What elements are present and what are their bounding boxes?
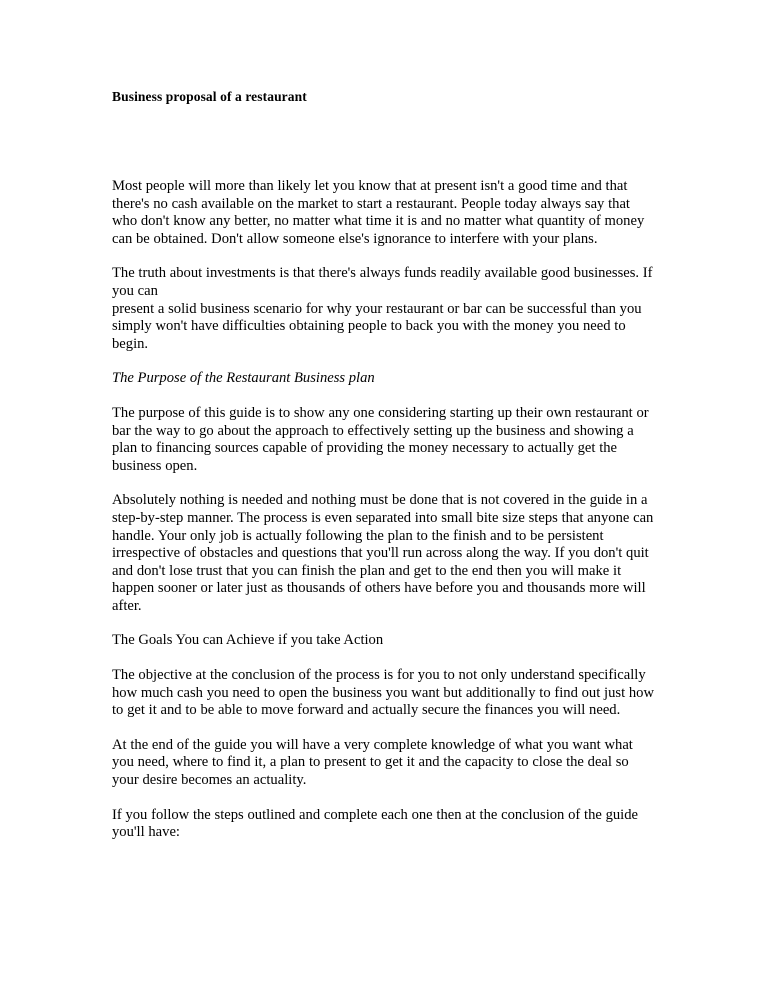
document-body [112,88,658,842]
paragraph-purpose: The purpose of this guide is to show any one considering starting up their own restaurant or bar the way to go about the approach to effectively setting up the business and showing a plan to financing sources capable of providing the money necessary to actually get the business open. [112,404,649,474]
paragraph-end-of-guide: At the end of the guide you will have a very complete knowledge of what you want what you need, where to find it, a plan to present to get it and the capacity to close the deal so your desire becomes an actuality. [112,736,633,789]
paragraph-investments-line2: present a solid business scenario for why your restaurant or bar can be successful than you simply won't have difficulties obtaining people to back you with the money you need to begin. [112,300,642,352]
section-heading-purpose: The Purpose of the Restaurant Business plan [112,370,375,387]
paragraph-follow-steps: If you follow the steps outlined and complete each one then at the conclusion of the guide you'll have: [112,806,639,841]
paragraph-intro: Most people will more than likely let you know that at present isn't a good time and that there's no cash available on the market to start a restaurant. People today always say that who don't know any better, no matter what time it is and no matter what quantity of money can be obtained. Don't allow someone else's ignorance to interfere with your plans. [112,178,645,247]
paragraph-investments-line1: The truth about investments is that there's always funds readily available good businesses. If you can [112,265,653,299]
title-spacer [112,105,658,178]
paragraph-objective: The objective at the conclusion of the process is for you to not only understand specifically how much cash you need to open the business you want but additionally to find out just how to get it and to be able to move forward and actually secure the finances you will need. [112,667,655,719]
section-heading-goals: The Goals You can Achieve if you take Action [112,632,384,649]
page-title: Business proposal of a restaurant [112,89,307,104]
paragraph-step-by-step: Absolutely nothing is needed and nothing must be done that is not covered in the guide in a step-by-step manner. The process is even separated into small bite size steps that anyone can handle. Your only job is actually following the plan to the finish and to be persistent irrespective of obstacles and questions that you'll run across along the way. If you don't quit and don't lose trust that you can finish the plan and get to the end then you will make it happen sooner or later just as thousands of others have before you and thousands more will after. [112,492,654,614]
paragraph-investments [112,265,658,353]
